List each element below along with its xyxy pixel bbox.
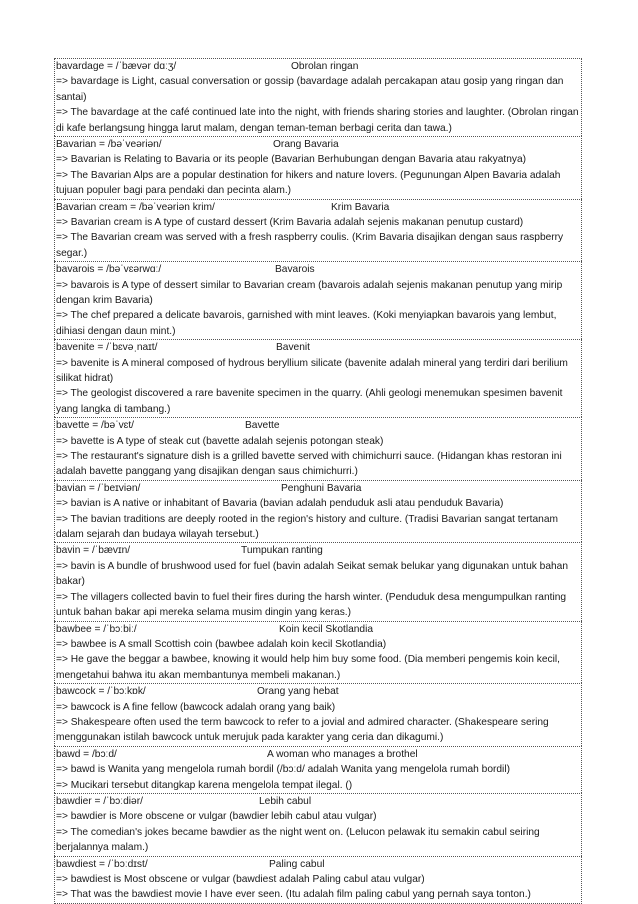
entry-example: => The geologist discovered a rare bavenite specimen in the quarry. (Ahli geologi menemukan spesimen bavenit yang langka di tambang.) bbox=[56, 388, 563, 415]
entry-translation: Penghuni Bavaria bbox=[281, 482, 362, 494]
entry-example: => Mucikari tersebut ditangkap karena mengelola tempat ilegal. () bbox=[56, 779, 353, 791]
entry-translation: Krim Bavaria bbox=[331, 201, 390, 213]
entry-translation: Bavette bbox=[245, 420, 280, 432]
entry-translation: A woman who manages a brothel bbox=[267, 748, 418, 760]
entry-definition: => bawbee is A small Scottish coin (bawbee adalah koin kecil Skotlandia) bbox=[56, 638, 387, 650]
entry-example: => The bavian traditions are deeply rooted in the region's history and culture. (Tradisi Bavarian sangat tertanam dalam sejarah dan budaya wilayah tersebut.) bbox=[56, 513, 558, 541]
entry-definition: => bavin is A bundle of brushwood used for fuel (bavin adalah Seikat semak belukar yang digunakan untuk bahan bakar) bbox=[56, 560, 568, 588]
entry-definition: => bavette is A type of steak cut (bavette adalah sejenis potongan steak) bbox=[56, 435, 384, 447]
entry-term: bawd = /bɔːd/ bbox=[56, 748, 117, 760]
entry-bavette bbox=[54, 417, 582, 480]
entry-bawd bbox=[54, 746, 582, 793]
entry-definition: => bavenite is A mineral composed of hydrous beryllium silicate (bavenite adalah mineral yang terdiri dari berilium silikat hidrat) bbox=[56, 357, 568, 385]
entry-example: => He gave the beggar a bawbee, knowing it would help him buy some food. (Dia memberi pengemis koin kecil, mengetahui bahwa itu akan membantunya membeli makanan.) bbox=[56, 654, 560, 681]
entry-term: bavarois = /bəˈvɛərwɑː/ bbox=[56, 264, 162, 276]
entry-headline bbox=[55, 137, 581, 152]
entry-translation: Koin kecil Skotlandia bbox=[279, 623, 374, 635]
entry-translation: Bavenit bbox=[276, 342, 310, 354]
entry-headline bbox=[55, 684, 581, 699]
entry-term: bavian = /ˈbeɪviən/ bbox=[56, 482, 141, 494]
vocabulary-list bbox=[54, 58, 582, 904]
entry-bavian bbox=[54, 480, 582, 543]
entry-translation: Bavarois bbox=[275, 264, 315, 276]
entry-example: => Shakespeare often used the term bawcock to refer to a jovial and admired character. (Shakespeare sering menggunakan istilah bawcock untuk merujuk pada karakter yang ceria dan dikagumi.) bbox=[56, 716, 549, 744]
entry-term: Bavarian = /bəˈveəriən/ bbox=[56, 139, 162, 151]
entry-bawdiest bbox=[54, 856, 582, 904]
entry-translation: Orang Bavaria bbox=[273, 139, 339, 151]
entry-bawbee bbox=[54, 621, 582, 684]
entry-bawdier bbox=[54, 793, 582, 856]
entry-bavin bbox=[54, 542, 582, 620]
entry-definition: => bawd is Wanita yang mengelola rumah bordil (/bɔːd/ adalah Wanita yang mengelola rumah bordil) bbox=[56, 764, 510, 776]
entry-bavardage bbox=[54, 58, 582, 136]
entry-headline bbox=[55, 622, 581, 637]
entry-term: bavette = /bəˈvɛt/ bbox=[56, 420, 135, 432]
entry-definition: => Bavarian is Relating to Bavaria or its people (Bavarian Berhubungan dengan Bavaria atau rakyatnya) bbox=[56, 154, 527, 166]
entry-example: => The restaurant's signature dish is a grilled bavette served with chimichurri sauce. (Hidangan khas restoran ini adalah bavette panggang yang disajikan dengan saus chimichurri.) bbox=[56, 451, 562, 478]
entry-headline bbox=[55, 59, 581, 74]
entry-definition: => bawdier is More obscene or vulgar (bawdier lebih cabul atau vulgar) bbox=[56, 811, 377, 823]
entry-translation: Tumpukan ranting bbox=[241, 545, 323, 557]
entry-headline bbox=[55, 418, 581, 433]
entry-example: => The comedian's jokes became bawdier as the night went on. (Lelucon pelawak itu semakin cabul seiring berjalannya malam.) bbox=[56, 826, 540, 854]
entry-headline bbox=[55, 200, 581, 215]
entry-term: bawbee = /ˈbɔːbiː/ bbox=[56, 623, 137, 635]
entry-definition: => bavardage is Light, casual conversation or gossip (bavardage adalah percakapan atau gosip yang ringan dan santai) bbox=[56, 76, 564, 103]
entry-term: bawcock = /ˈbɔːkɒk/ bbox=[56, 686, 146, 698]
entry-definition: => bawdiest is Most obscene or vulgar (bawdiest adalah Paling cabul atau vulgar) bbox=[56, 873, 425, 885]
entry-term: bavardage = /ˈbævər dɑːʒ/ bbox=[56, 61, 177, 72]
entry-translation: Obrolan ringan bbox=[291, 61, 359, 72]
entry-translation: Paling cabul bbox=[269, 858, 325, 870]
entry-term: bavin = /ˈbævɪn/ bbox=[56, 545, 131, 557]
entry-example: => The chef prepared a delicate bavarois, garnished with mint leaves. (Koki menyiapkan bavarois yang lembut, dihiasi dengan daun mint.) bbox=[56, 310, 557, 337]
entry-definition: => bavian is A native or inhabitant of Bavaria (bavian adalah penduduk asli atau penduduk Bavaria) bbox=[56, 498, 504, 510]
entry-term: bawdier = /ˈbɔːdiər/ bbox=[56, 795, 143, 807]
entry-term: Bavarian cream = /bəˈveəriən krim/ bbox=[56, 201, 215, 213]
entry-example: => The villagers collected bavin to fuel their fires during the harsh winter. (Penduduk desa mengumpulkan ranting untuk bahan bakar api mereka selama musim dingin yang keras.) bbox=[56, 591, 567, 619]
entry-headline bbox=[55, 543, 581, 558]
entry-bavenite bbox=[54, 339, 582, 417]
entry-translation: Orang yang hebat bbox=[257, 686, 339, 698]
entry-bawcock bbox=[54, 683, 582, 746]
entry-headline bbox=[55, 340, 581, 355]
entry-example: => That was the bawdiest movie I have ever seen. (Itu adalah film paling cabul yang pernah saya tonton.) bbox=[56, 889, 531, 901]
entry-example: => The bavardage at the café continued late into the night, with friends sharing stories and laughter. (Obrolan ringan di kafe berlangsung hingga larut malam, dengan teman-teman berbagi cerita dan tawa.) bbox=[56, 107, 579, 134]
entry-headline bbox=[55, 481, 581, 496]
entry-term: bavenite = /ˈbɛvəˌnaɪt/ bbox=[56, 342, 158, 354]
entry-headline bbox=[55, 262, 581, 277]
entry-definition: => bavarois is A type of dessert similar to Bavarian cream (bavarois adalah sejenis makanan penutup yang mirip dengan krim Bavaria) bbox=[56, 279, 563, 307]
entry-definition: => bawcock is A fine fellow (bawcock adalah orang yang baik) bbox=[56, 701, 336, 713]
entry-headline bbox=[55, 857, 581, 872]
entry-bavarian-cream bbox=[54, 199, 582, 262]
entry-headline bbox=[55, 794, 581, 809]
entry-example: => The Bavarian cream was served with a fresh raspberry coulis. (Krim Bavaria disajikan dengan saus raspberry segar.) bbox=[56, 232, 564, 259]
entry-headline bbox=[55, 747, 581, 762]
entry-bavarian bbox=[54, 136, 582, 199]
entry-bavarois bbox=[54, 261, 582, 339]
entry-translation: Lebih cabul bbox=[259, 795, 312, 807]
entry-example: => The Bavarian Alps are a popular destination for hikers and nature lovers. (Pegunungan Alpen Bavaria adalah tujuan populer bagi para pendaki dan pecinta alam.) bbox=[56, 169, 561, 197]
entry-definition: => Bavarian cream is A type of custard dessert (Krim Bavaria adalah sejenis makanan penutup custard) bbox=[56, 217, 524, 229]
entry-term: bawdiest = /ˈbɔːdɪst/ bbox=[56, 858, 148, 870]
